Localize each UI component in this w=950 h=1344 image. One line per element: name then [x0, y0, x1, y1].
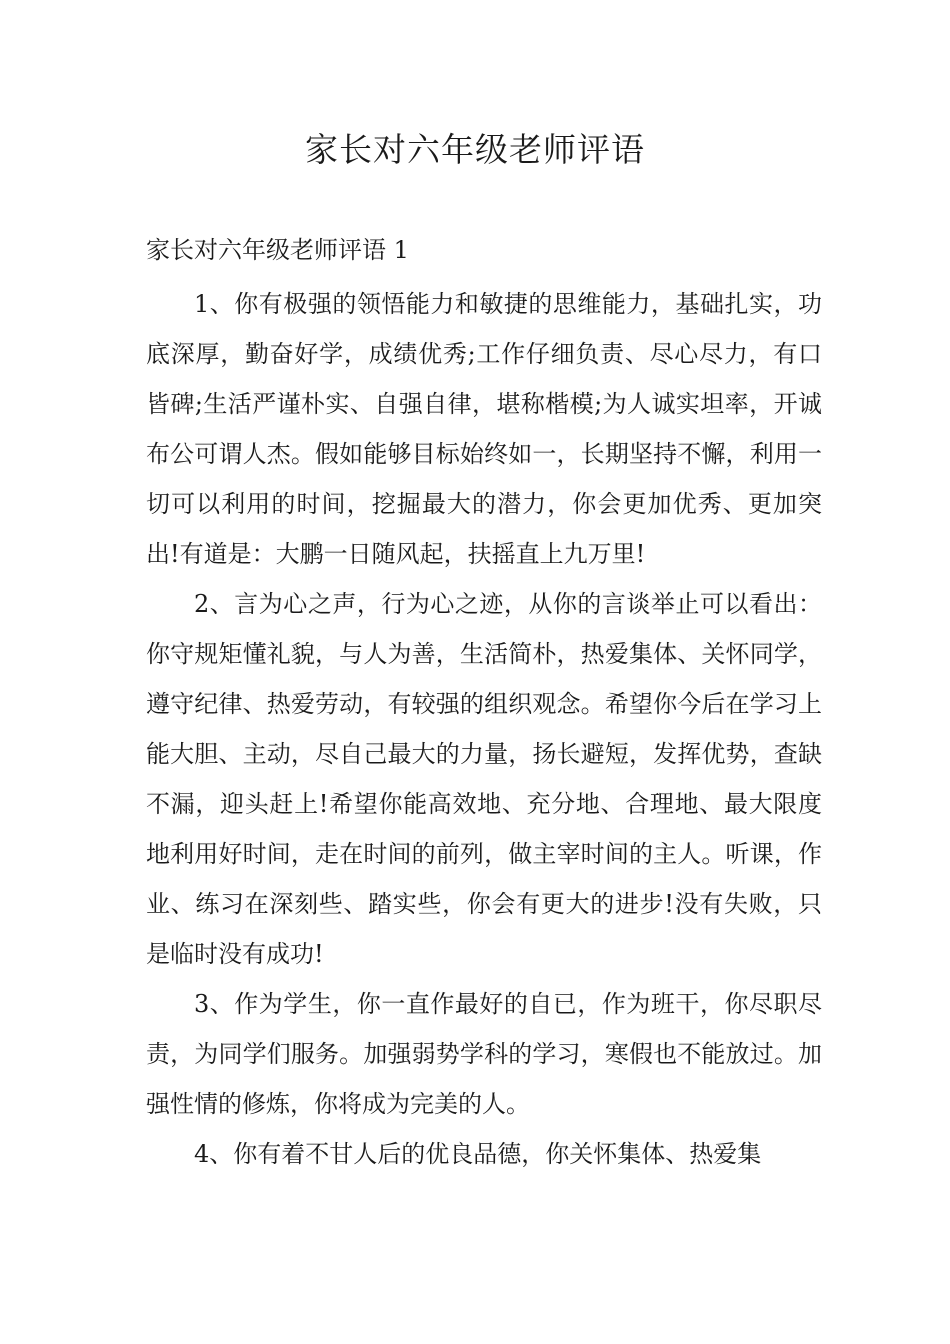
- section-heading: 家长对六年级老师评语 1: [146, 236, 409, 264]
- paragraph-1: 1、你有极强的领悟能力和敏捷的思维能力，基础扎实，功底深厚，勤奋好学，成绩优秀;工作仔细负责、尽心尽力，有口皆碑;生活严谨朴实、自强自律，堪称楷模;为人诚实坦率，开诚布公可谓人杰。假如能够目标始终如一，长期坚持不懈，利用一切可以利用的时间，挖掘最大的潜力，你会更加优秀、更加突出!有道是：大鹏一日随风起，扶摇直上九万里!: [146, 290, 822, 568]
- paragraph-4: 4、你有着不甘人后的优良品德，你关怀集体、热爱集: [194, 1140, 762, 1168]
- paragraph-2: 2、言为心之声，行为心之迹，从你的言谈举止可以看出：你守规矩懂礼貌，与人为善，生活简朴，热爱集体、关怀同学，遵守纪律、热爱劳动，有较强的组织观念。希望你今后在学习上能大胆、主动，尽自己最大的力量，扬长避短，发挥优势，查缺不漏，迎头赶上!希望你能高效地、充分地、合理地、最大限度地利用好时间，走在时间的前列，做主宰时间的主人。听课，作业、练习在深刻些、踏实些，你会有更大的进步!没有失败，只是临时没有成功!: [146, 590, 822, 968]
- document-body: [146, 279, 822, 1179]
- page-title: 家长对六年级老师评语: [305, 130, 645, 169]
- paragraph-3: 3、作为学生，你一直作最好的自已，作为班干，你尽职尽责，为同学们服务。加强弱势学科的学习，寒假也不能放过。加强性情的修炼，你将成为完美的人。: [146, 990, 822, 1118]
